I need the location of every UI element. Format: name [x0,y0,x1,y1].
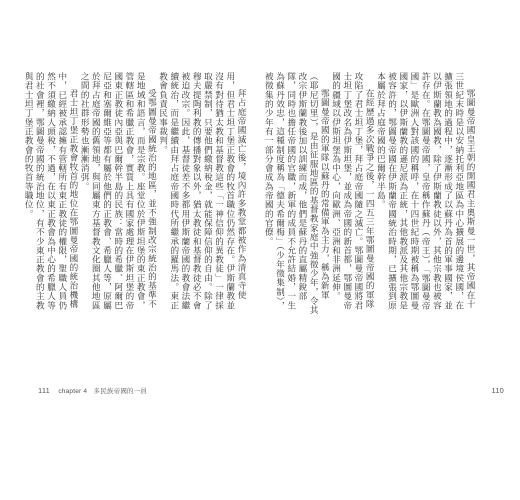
left-paragraph-2: 受鄂圖曼帝國統治的地區，並不強制改宗統治的基準不是地域和語言，而是宗教。座堂位於伊斯坦堡的東正教會，管轄區和希臘正教會，實質上具有國家處理在伊斯坦堡的帝國東正教徒內亞與巴爾幹半島的民族：當時的希臘、阿爾巴尼亞和塞爾維亞等都有屬於他們的正教會、希臘人等，原屬於拜占庭帝國的舊領地，與同屬東方基督教文化圈其他地區之間的社群形勢也漸漸消弭。 [79,72,157,310]
chapter-title: 多民族帝國的一員 [93,387,148,395]
right-page [260,0,520,500]
chapter-label: chapter 4 [58,388,88,395]
right-paragraph-2: 在經歷過多次戰爭之後，一四五三年鄂圖曼帝國的軍隊攻陷了君士坦丁堡，拜占庭帝國隨之滅亡。鄂圖曼帝國將君士坦丁堡改名為伊斯坦堡，並成為帝國的新首都，鄂圖曼帝國的疆域以伊斯坦堡為中心，向歐洲、亞洲和非洲延伸。 [330,72,375,310]
left-page-footer [38,386,147,395]
left-page-body [23,72,246,317]
right-page-footer [491,386,504,395]
right-page-body [263,72,475,317]
right-page-number: 110 [491,386,504,395]
right-paragraph-3: 鄂圖曼帝國的軍隊以蘇丹的常備軍為主力，稱為新軍（耶尼切里），是由征服地區的基督教家庭中強徵少年，令其改宗伊斯蘭教後加以訓練而成，他們是蘇丹的直屬精銳部隊，同時也擔任帝國的官職，新軍的成員不允許結婚，一生為蘇丹效忠，這種制度稱為「德夫希爾梅」（少年徵集制），被徵集的少年有一部分會成為帝國的官僚。 [263,72,330,315]
right-paragraph-1: 鄂圖曼帝國皇王朝的開國君主奧斯曼一世，其帝國在十三世紀末時是以安納托利亞地區為中心擴展的邊境侯國，在擴張領地的過程中，逐漸形成了以蘇丹為首的軍事國家，並以伊斯蘭教為國教，除了伊斯蘭教徒以外，其他宗教也被容許存在。在鄂圖曼帝國，皇帝稱作蘇丹（帝王），「鄂圖曼帝國」是歐洲人對該國的稱呼，在十四世紀時期被稱為鄂圖曼國家，以伊斯蘭教的遜尼派為正統，其他教派及其他宗教是被容許的，鄂圖曼帝國在伊斯蘭帝國統治時期，已擴張到原本屬於拜占庭帝國的巴爾幹半島。 [375,72,475,311]
left-page-number: 111 [38,386,51,395]
left-paragraph-1: 拜占庭帝國滅亡後，境內許多教堂都被作為清真寺使用，但君士坦丁堡正教會的牧首職位仍然存在。伊斯蘭教並沒有對待猶太教和基督教這些「一神信仰的異教徒」一律採取嚴禁制，只要他們繳納稅金，就能保障信仰的自由。除了穆夫提陶利教的傳播對象以外，猶太教徒和基督教徒必不會被迫改宗。因此，基督徒差不多都用伊斯蘭帝國的教會法繼續統治，而是繼續由拜占庭帝國時代所繼承的羅馬法。東正教會負責民事裁判。 [157,72,246,310]
left-paragraph-3: 君士坦丁堡正教會牧首的地位在鄂圖曼帝國的統治機構中，已經被承認擁有管轄所有東正教徒的權限，聖職人員仍然不須繳納人頭稅，不過，在以東正教會為中心的希臘人等的社會裡，鄂圖曼帝國的統治地位，有不少東正教會的主教與君士坦丁堡正教會的牧首等職位。 [23,72,78,310]
